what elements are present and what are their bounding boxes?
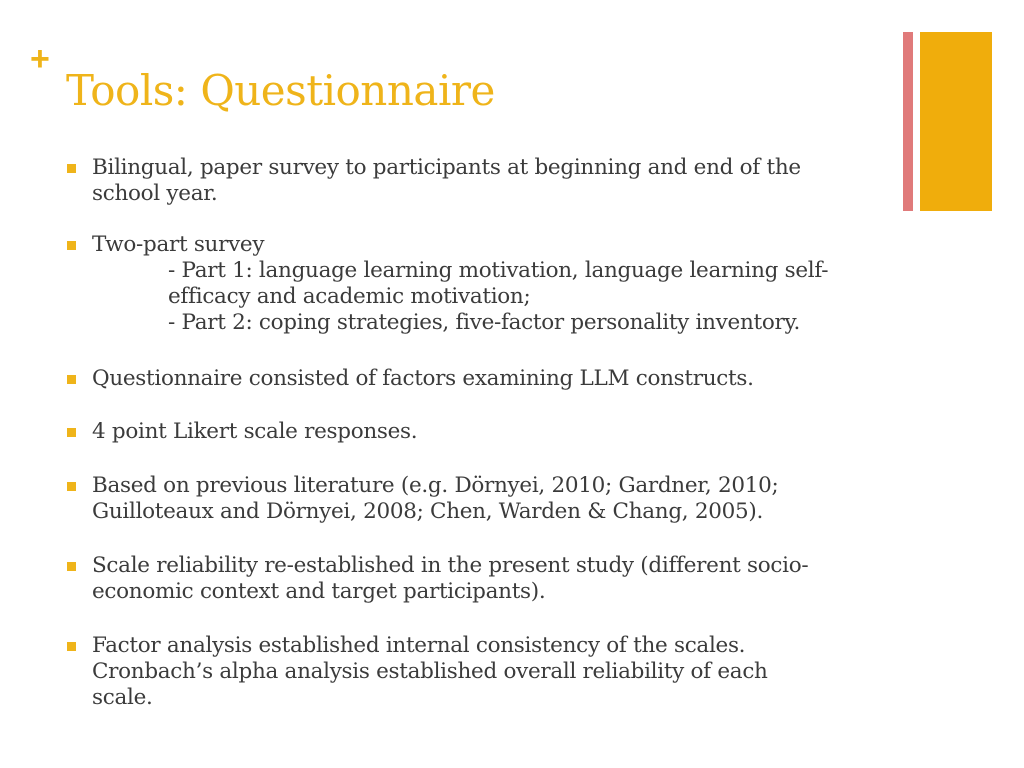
page-title: Tools: Questionnaire <box>66 66 495 115</box>
list-item-line: Guilloteaux and Dörnyei, 2008; Chen, Warden & Chang, 2005). <box>92 499 763 524</box>
sub-item-line: - Part 2: coping strategies, five-factor personality inventory. <box>168 310 800 335</box>
list-item <box>67 155 972 207</box>
list-item-line: Two-part survey <box>92 232 265 257</box>
list-item-line: school year. <box>92 181 218 206</box>
square-bullet-icon <box>67 428 76 437</box>
list-item-line: Based on previous literature (e.g. Dörnyei, 2010; Gardner, 2010; <box>92 473 779 498</box>
list-item-line: Questionnaire consisted of factors examining LLM constructs. <box>92 366 754 391</box>
list-item-line: Factor analysis established internal consistency of the scales. <box>92 633 746 658</box>
list-item <box>67 366 972 392</box>
square-bullet-icon <box>67 375 76 384</box>
sub-item-line: - Part 1: language learning motivation, language learning self- <box>168 258 829 283</box>
plus-mark: + <box>30 40 50 78</box>
list-item <box>67 232 972 336</box>
square-bullet-icon <box>67 164 76 173</box>
list-item-line: Scale reliability re-established in the present study (different socio- <box>92 553 809 578</box>
list-item <box>67 633 972 711</box>
list-item <box>67 553 972 605</box>
sub-item-line: efficacy and academic motivation; <box>168 284 531 309</box>
list-item-line: Cronbach’s alpha analysis established overall reliability of each <box>92 659 768 684</box>
list-item-line: Bilingual, paper survey to participants at beginning and end of the <box>92 155 801 180</box>
list-item-line: 4 point Likert scale responses. <box>92 419 418 444</box>
square-bullet-icon <box>67 642 76 651</box>
square-bullet-icon <box>67 562 76 571</box>
square-bullet-icon <box>67 482 76 491</box>
list-item <box>67 419 972 445</box>
list-item-line: scale. <box>92 685 153 710</box>
square-bullet-icon <box>67 241 76 250</box>
list-item <box>67 473 972 525</box>
list-item-line: economic context and target participants). <box>92 579 546 604</box>
